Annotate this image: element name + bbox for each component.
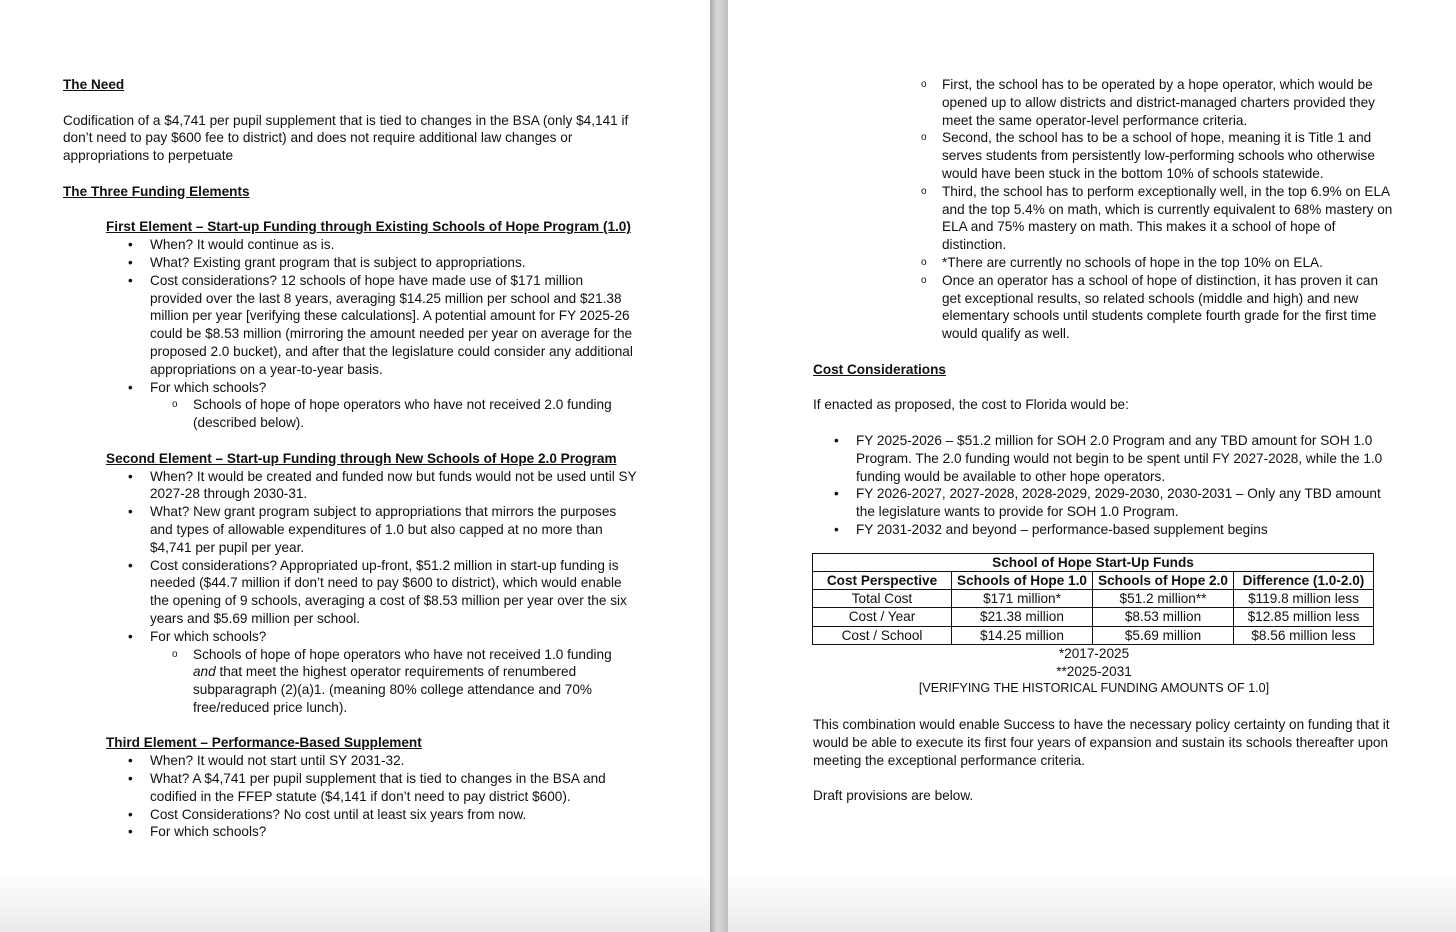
table-row [813, 626, 1374, 644]
need-heading: The Need [63, 77, 125, 92]
table-cell: Cost / School [813, 626, 952, 644]
table-cell: $21.38 million [952, 608, 1093, 626]
table-cell: $12.85 million less [1234, 608, 1374, 626]
cost-item: • FY 2025-2026 – $51.2 million for SOH 2.0 Program and any TBD amount for SOH 1.0 Program. The 2.0 funding would not begin to be spent until FY 2027-2028, while the 1.0 funding would be available to other hope operators. [856, 432, 1393, 485]
start-up-funds-table [812, 553, 1374, 645]
criteria-item: o Second, the school has to be a school of hope, meaning it is Title 1 and serves students from persistently low-performing schools who otherwise would have been stuck in the bottom 10% of schools statewide. [942, 129, 1393, 182]
list-item: • Cost considerations? 12 schools of hope have made use of $171 million provided over the last 8 years, averaging $14.25 million per school and $21.38 million per year [verifying these calculations]. A potential amount for FY 2025-26 could be $8.53 million (mirroring the amount needed per year on average for the proposed 2.0 bucket), and after that the legislature could consider any additional appropriations on a year-to-year basis. [150, 272, 638, 379]
table-note-2025-2031: **2025-2031 [1056, 663, 1132, 679]
list-item: • Cost considerations? Appropriated up-front, $51.2 million in start-up funding is needed ($44.7 million if don’t need to pay $600 to district), which would enable the opening of 9 schools, averaging a cost of $8.53 million per year over the six years and $5.69 million per school. [150, 557, 638, 628]
list-item: • When? It would be created and funded now but funds would not be used until SY 2027-28 through 2030-31. [150, 468, 638, 504]
cost-item: • FY 2026-2027, 2027-2028, 2028-2029, 2029-2030, 2030-2031 – Only any TBD amount the legislature wants to provide for SOH 1.0 Program. [856, 485, 1393, 521]
criteria-item: o First, the school has to be operated by a hope operator, which would be opened up to allow districts and district-managed charters provided they meet the same operator-level performance criteria. [942, 76, 1393, 129]
left-page-content [63, 76, 638, 841]
table-cell: Total Cost [813, 590, 952, 608]
sub-text-emphasis: and [193, 664, 216, 680]
table-cell: $8.53 million [1093, 608, 1234, 626]
table-cell: Cost / Year [813, 608, 952, 626]
criteria-item: o Once an operator has a school of hope of distinction, it has proven it can get exceptional results, so related schools (middle and high) and new elementary schools until students complete fourth grade for the first time would qualify as well. [942, 272, 1393, 343]
sub-list-item [193, 646, 638, 717]
sub-list-item: o Schools of hope of hope operators who have not received 2.0 funding (described below). [193, 396, 638, 432]
second-element-list [63, 468, 638, 717]
third-element-title: Third Element – Performance-Based Supplement [106, 735, 422, 751]
column-header: Schools of Hope 1.0 [952, 571, 1093, 589]
list-item-text: For which schools? [150, 628, 267, 644]
table-header-row [813, 571, 1374, 589]
document-page-left [0, 0, 710, 932]
document-page-right [728, 0, 1456, 932]
table-cell: $8.56 million less [1234, 626, 1374, 644]
table-cell: $14.25 million [952, 626, 1093, 644]
list-item: • When? It would continue as is. [150, 236, 638, 254]
three-funding-heading: The Three Funding Elements [63, 183, 250, 199]
list-item: • When? It would not start until SY 2031-32. [150, 752, 638, 770]
list-item: • What? New grant program subject to appropriations that mirrors the purposes and types of allowable expenditures of 1.0 but also capped at no more than $4,741 per pupil per year. [150, 503, 638, 556]
list-item [150, 628, 638, 717]
list-item: • Cost Considerations? No cost until at least six years from now. [150, 806, 638, 824]
combination-paragraph: This combination would enable Success to have the necessary policy certainty on funding that it would be able to execute its first four years of expansion and sustain its schools thereafter upon meeting the exceptional performance criteria. [813, 716, 1390, 768]
column-header: Cost Perspective [813, 571, 952, 589]
list-item: • For which schools? [150, 823, 638, 841]
list-item [150, 379, 638, 432]
sub-text-pre: Schools of hope of hope operators who have not received 1.0 funding [193, 646, 612, 662]
first-element-list [63, 236, 638, 432]
third-element-list [63, 752, 638, 841]
cost-list [813, 432, 1393, 539]
column-header: Difference (1.0-2.0) [1234, 571, 1374, 589]
table-cell: $119.8 million less [1234, 590, 1374, 608]
table-note-2017-2025: *2017-2025 [1058, 645, 1130, 661]
cost-item: • FY 2031-2032 and beyond – performance-based supplement begins [856, 521, 1393, 539]
first-element-title: First Element – Start-up Funding through Existing Schools of Hope Program (1.0) [106, 219, 631, 235]
need-paragraph: Codification of a $4,741 per pupil supplement that is tied to changes in the BSA (only $4,141 if don’t need to pay $600 fee to district) and does not require additional law changes or appropriations to perpetuate [63, 112, 629, 164]
right-page-content [813, 76, 1393, 805]
criteria-list [813, 76, 1393, 343]
cost-intro: If enacted as proposed, the cost to Florida would be: [813, 397, 1129, 413]
list-item: • What? A $4,741 per pupil supplement that is tied to changes in the BSA and codified in the FFEP statute ($4,141 if don’t need to pay district $600). [150, 770, 638, 806]
table-cell: $5.69 million [1093, 626, 1234, 644]
list-item: • What? Existing grant program that is subject to appropriations. [150, 254, 638, 272]
second-element-title: Second Element – Start-up Funding through New Schools of Hope 2.0 Program [106, 450, 617, 466]
sub-text-post: that meet the highest operator requirements of renumbered subparagraph (2)(a)1. (meaning 80% college attendance and 70% free/reduced price lunch). [193, 664, 593, 715]
sub-list [150, 646, 638, 717]
table-title: School of Hope Start-Up Funds [813, 553, 1374, 571]
table-cell: $171 million* [952, 590, 1093, 608]
table-note-verifying: [VERIFYING THE HISTORICAL FUNDING AMOUNTS OF 1.0] [918, 681, 1270, 696]
draft-provisions-text: Draft provisions are below. [813, 788, 974, 804]
column-header: Schools of Hope 2.0 [1093, 571, 1234, 589]
list-item-text: For which schools? [150, 379, 267, 395]
criteria-item: o Third, the school has to perform exceptionally well, in the top 6.9% on ELA and the top 5.4% on math, which is currently equivalent to 68% mastery on ELA and 75% mastery on math. This makes it a school of hope of distinction. [942, 183, 1393, 254]
table-row [813, 608, 1374, 626]
criteria-item: o *There are currently no schools of hope in the top 10% on ELA. [942, 254, 1393, 272]
table-row [813, 590, 1374, 608]
page-gutter [710, 0, 728, 932]
sub-list [150, 396, 638, 432]
table-cell: $51.2 million** [1093, 590, 1234, 608]
cost-considerations-heading: Cost Considerations [813, 361, 946, 377]
